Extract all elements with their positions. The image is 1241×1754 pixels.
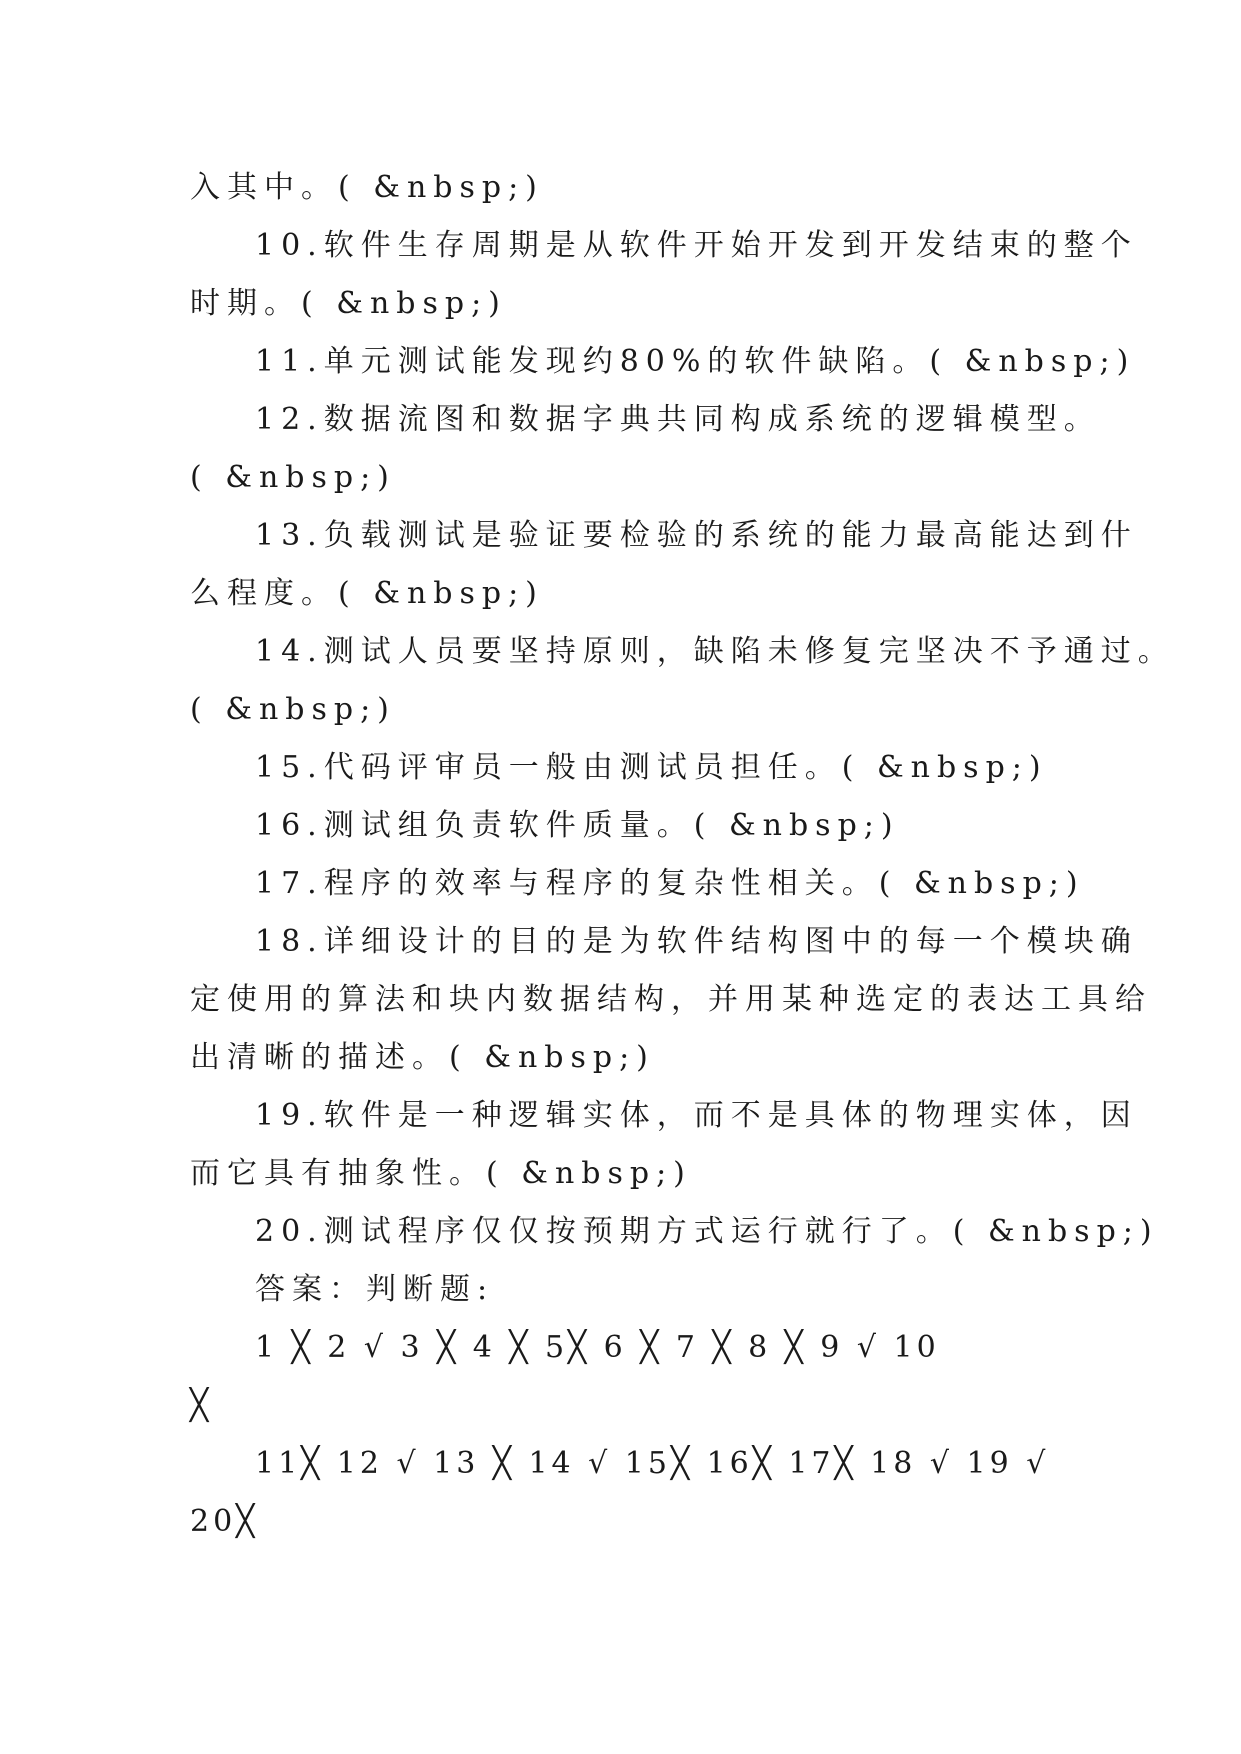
answers-row-1: 1 ╳ 2 √ 3 ╳ 4 ╳ 5╳ 6 ╳ 7 ╳ 8 ╳ 9 √ 10 (255, 1330, 940, 1365)
text-line: 出清晰的描述。( &nbsp;) (190, 1040, 655, 1075)
answers-row-2-continued: 20╳ (190, 1504, 259, 1539)
question-10: 10.软件生存周期是从软件开始开发到开发结束的整个 (255, 228, 1138, 263)
question-16: 16.测试组负责软件质量。( &nbsp;) (255, 808, 900, 843)
question-17: 17.程序的效率与程序的复杂性相关。( &nbsp;) (255, 866, 1085, 901)
text-line: 而它具有抽象性。( &nbsp;) (190, 1156, 692, 1191)
text-line: ( &nbsp;) (190, 460, 396, 495)
question-11: 11.单元测试能发现约80%的软件缺陷。( &nbsp;) (255, 344, 1136, 379)
text-line: 么程度。( &nbsp;) (190, 576, 544, 611)
answers-row-2: 11╳ 12 √ 13 ╳ 14 √ 15╳ 16╳ 17╳ 18 √ 19 √ (255, 1446, 1050, 1481)
question-18: 18.详细设计的目的是为软件结构图中的每一个模块确 (255, 924, 1138, 959)
text-line: 定使用的算法和块内数据结构，并用某种选定的表达工具给 (190, 982, 1152, 1017)
answers-row-1-continued: ╳ (190, 1388, 213, 1423)
question-12: 12.数据流图和数据字典共同构成系统的逻辑模型。 (255, 402, 1101, 437)
question-20: 20.测试程序仅仅按预期方式运行就行了。( &nbsp;) (255, 1214, 1159, 1249)
text-line: 入其中。( &nbsp;) (190, 170, 544, 205)
question-15: 15.代码评审员一般由测试员担任。( &nbsp;) (255, 750, 1048, 785)
text-line: 时期。( &nbsp;) (190, 286, 507, 321)
question-14: 14.测试人员要坚持原则，缺陷未修复完坚决不予通过。 (255, 634, 1175, 669)
answers-heading: 答案：判断题: (255, 1272, 495, 1307)
question-13: 13.负载测试是验证要检验的系统的能力最高能达到什 (255, 518, 1138, 553)
question-19: 19.软件是一种逻辑实体，而不是具体的物理实体，因 (255, 1098, 1138, 1133)
text-line: ( &nbsp;) (190, 692, 396, 727)
